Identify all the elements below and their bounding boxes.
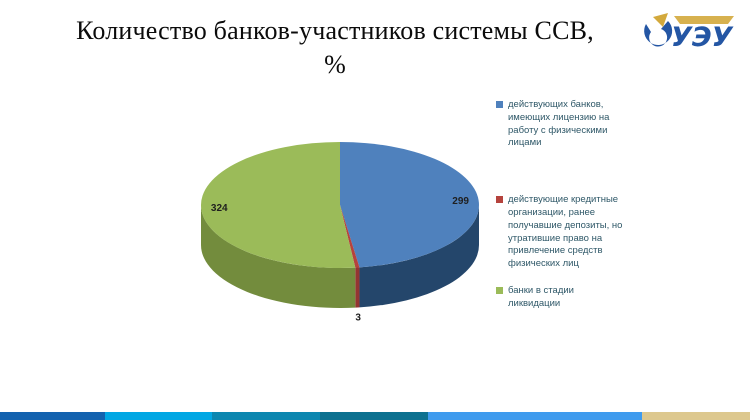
footer-stripe-segment-0 [0,412,105,420]
title-line-2: % [324,50,346,79]
legend-swatch-0 [496,101,503,108]
logo-letters: УЭУ [671,22,733,53]
pie-data-label-0: 299 [452,196,469,208]
footer-stripe-segment-4 [428,412,642,420]
legend-item-1 [496,194,628,271]
footer-stripe-segment-2 [212,412,320,420]
legend-swatch-1 [496,196,503,203]
chart-legend [496,99,628,311]
legend-label-2: банки в стадии ликвидации [508,284,574,309]
legend-item-0 [496,99,628,150]
pie-data-label-1: 3 [355,312,361,324]
legend-label-0: действующих банков, имеющих лицензию на работу с физическими лицами [508,99,610,149]
legend-label-1: действующие кредитные организации, ранее получавшие депозиты, но утратившие право на привлечение средств физических лиц [508,194,623,270]
legend-item-2 [496,285,628,311]
footer-stripe-segment-5 [642,412,750,420]
title-line-1: Количество банков-участников системы ССВ, [76,16,594,45]
legend-swatch-2 [496,287,503,294]
pie-slice-side-1 [355,267,359,307]
footer-stripe [0,412,750,420]
footer-stripe-segment-3 [320,412,428,420]
footer-stripe-segment-1 [105,412,212,420]
pie-data-label-2: 324 [210,203,228,215]
